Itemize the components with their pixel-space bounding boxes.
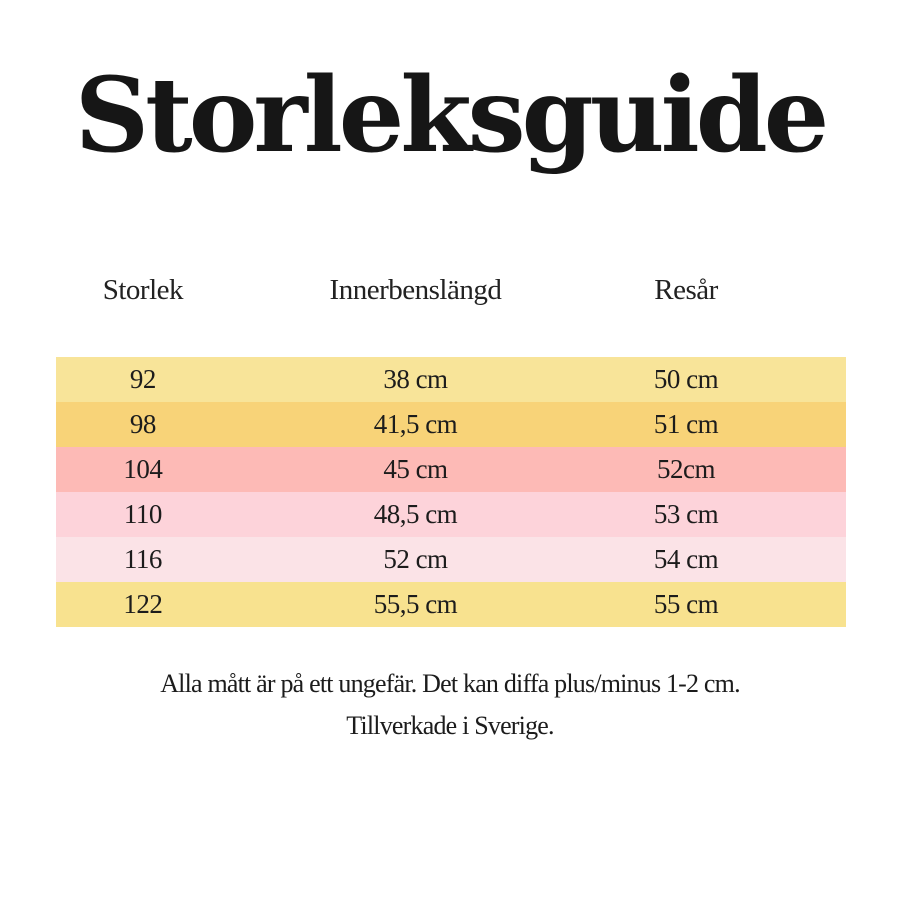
- cell-innerbenslangd: 45 cm: [383, 454, 448, 484]
- footer-note-line2: Tillverkade i Sverige.: [346, 710, 554, 740]
- cell-resar: 54 cm: [653, 544, 719, 574]
- cell-storlek: 98: [129, 409, 156, 439]
- footer-note-line1: Alla mått är på ett ungefär. Det kan diffa plus/minus 1-2 cm.: [160, 669, 740, 698]
- table-row: [56, 582, 846, 627]
- cell-storlek: 116: [123, 544, 162, 574]
- column-header-storlek: Storlek: [102, 274, 184, 306]
- table-row: [56, 357, 846, 402]
- cell-resar: 53 cm: [653, 499, 719, 529]
- page-title: Storleksguide: [74, 55, 826, 176]
- cell-storlek: 110: [123, 499, 162, 529]
- cell-innerbenslangd: 48,5 cm: [373, 499, 458, 529]
- table-row: [56, 402, 846, 447]
- table-row: [56, 492, 846, 537]
- footer-note: [0, 663, 900, 746]
- cell-resar: 52cm: [657, 454, 716, 484]
- cell-innerbenslangd: 52 cm: [383, 544, 448, 574]
- table-row: [56, 447, 846, 492]
- cell-storlek: 92: [129, 364, 156, 394]
- cell-innerbenslangd: 38 cm: [383, 364, 448, 394]
- cell-resar: 55 cm: [653, 589, 719, 619]
- cell-storlek: 122: [123, 589, 163, 619]
- table-header-row: [56, 274, 846, 307]
- column-header-innerbenslangd: Innerbenslängd: [329, 274, 502, 306]
- size-table: [56, 357, 846, 627]
- cell-innerbenslangd: 41,5 cm: [373, 409, 458, 439]
- cell-resar: 51 cm: [653, 409, 719, 439]
- column-header-resar: Resår: [654, 274, 718, 306]
- table-row: [56, 537, 846, 582]
- cell-innerbenslangd: 55,5 cm: [373, 589, 458, 619]
- cell-storlek: 104: [123, 454, 163, 484]
- cell-resar: 50 cm: [653, 364, 719, 394]
